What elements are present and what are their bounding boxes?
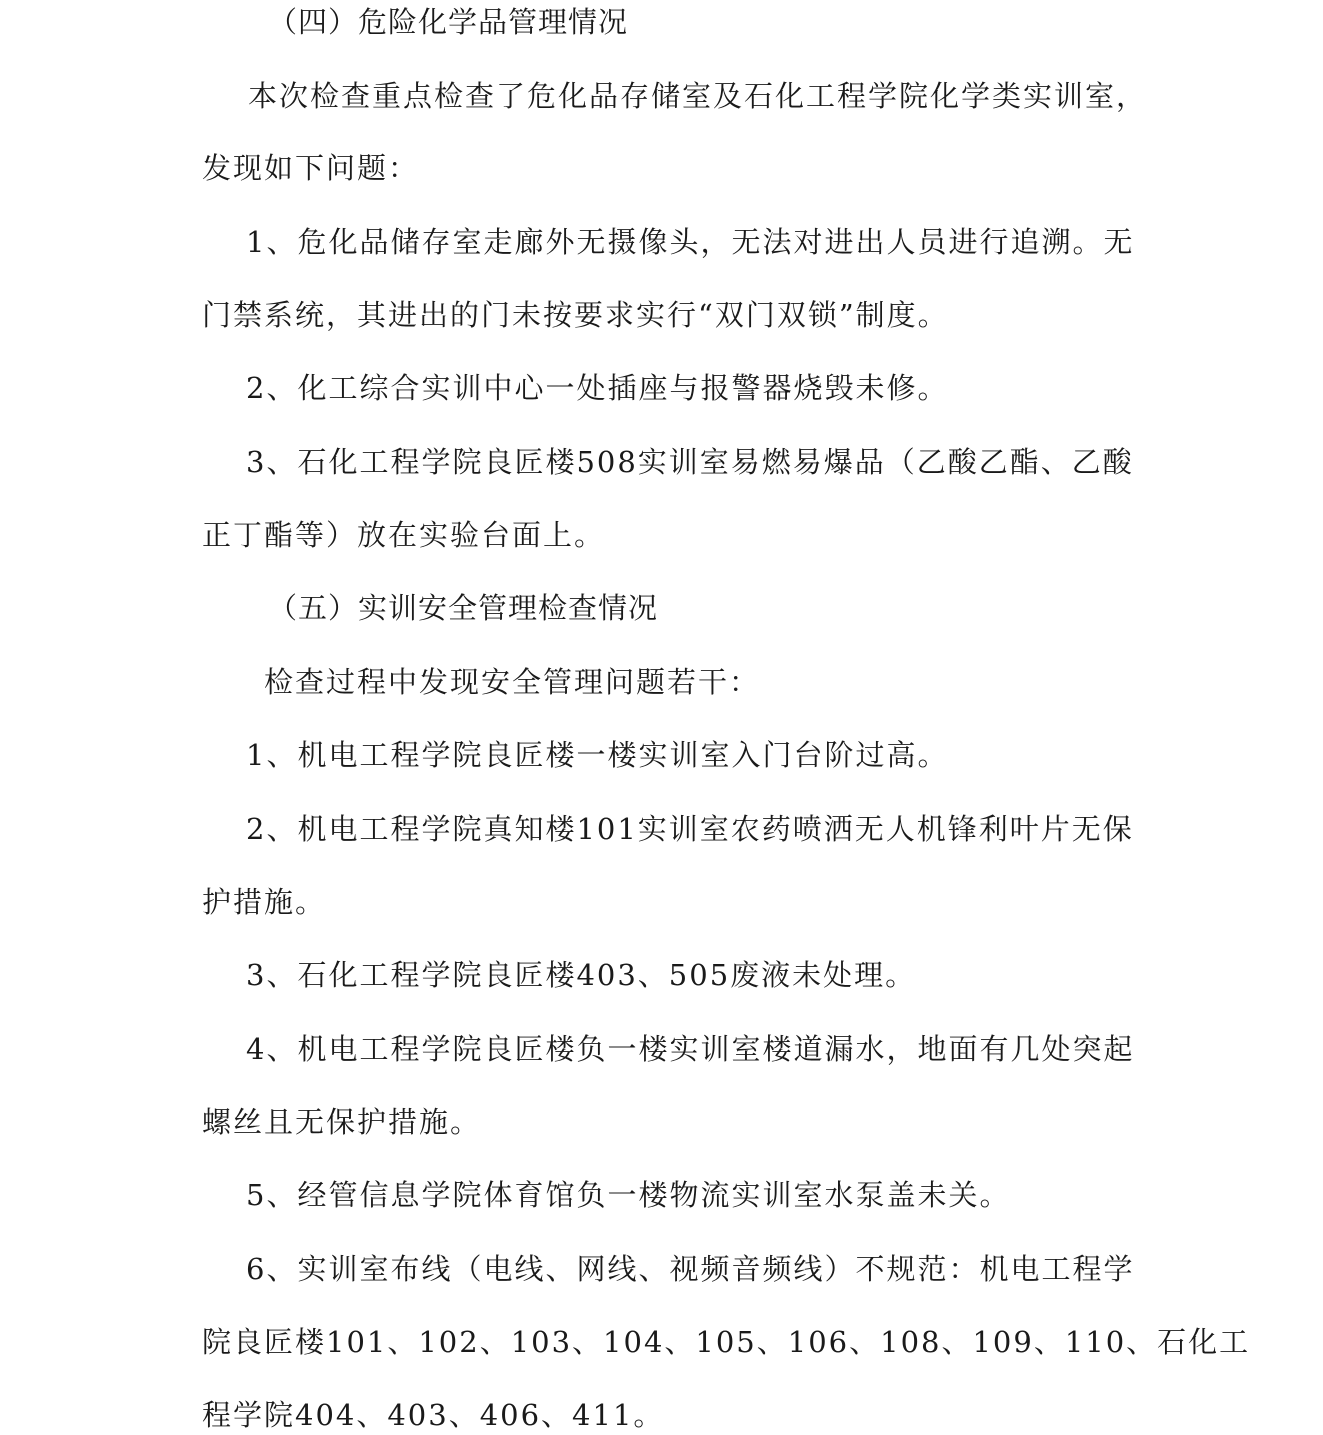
section5-item3-line1: 3、石化工程学院良匠楼403、505废液未处理。 [246, 958, 917, 992]
section5-item6-line3: 程学院404、403、406、411。 [202, 1398, 665, 1432]
section5-item6-line1: 6、实训室布线（电线、网线、视频音频线）不规范：机电工程学 [246, 1252, 1135, 1286]
section4-item2-line1: 2、化工综合实训中心一处插座与报警器烧毁未修。 [246, 371, 949, 405]
section5-item5-line1: 5、经管信息学院体育馆负一楼物流实训室水泵盖未关。 [246, 1178, 1011, 1212]
section4-intro-line1: 本次检查重点检查了危化品存储室及石化工程学院化学类实训室， [248, 79, 1148, 113]
section5-item4-line1: 4、机电工程学院良匠楼负一楼实训室楼道漏水，地面有几处突起 [246, 1032, 1135, 1066]
section4-intro-line2: 发现如下问题： [202, 151, 420, 185]
section5-intro: 检查过程中发现安全管理问题若干： [264, 665, 761, 699]
section5-item6-line2: 院良匠楼101、102、103、104、105、106、108、109、110、石化工 [202, 1325, 1251, 1359]
section5-heading: （五）实训安全管理检查情况 [268, 591, 659, 625]
section4-item1-line1: 1、危化品储存室走廊外无摄像头，无法对进出人员进行追溯。无 [246, 225, 1135, 259]
section5-item4-line2: 螺丝且无保护措施。 [202, 1105, 482, 1139]
section5-item1-line1: 1、机电工程学院良匠楼一楼实训室入门台阶过高。 [246, 738, 949, 772]
section4-item1-line2: 门禁系统，其进出的门未按要求实行“双门双锁”制度。 [202, 298, 949, 332]
section4-heading: （四）危险化学品管理情况 [268, 5, 629, 39]
section5-item2-line1: 2、机电工程学院真知楼101实训室农药喷洒无人机锋利叶片无保 [246, 812, 1134, 846]
section4-item3-line1: 3、石化工程学院良匠楼508实训室易燃易爆品（乙酸乙酯、乙酸 [246, 445, 1134, 479]
section4-item3-line2: 正丁酯等）放在实验台面上。 [202, 518, 606, 552]
section5-item2-line2: 护措施。 [202, 885, 327, 919]
